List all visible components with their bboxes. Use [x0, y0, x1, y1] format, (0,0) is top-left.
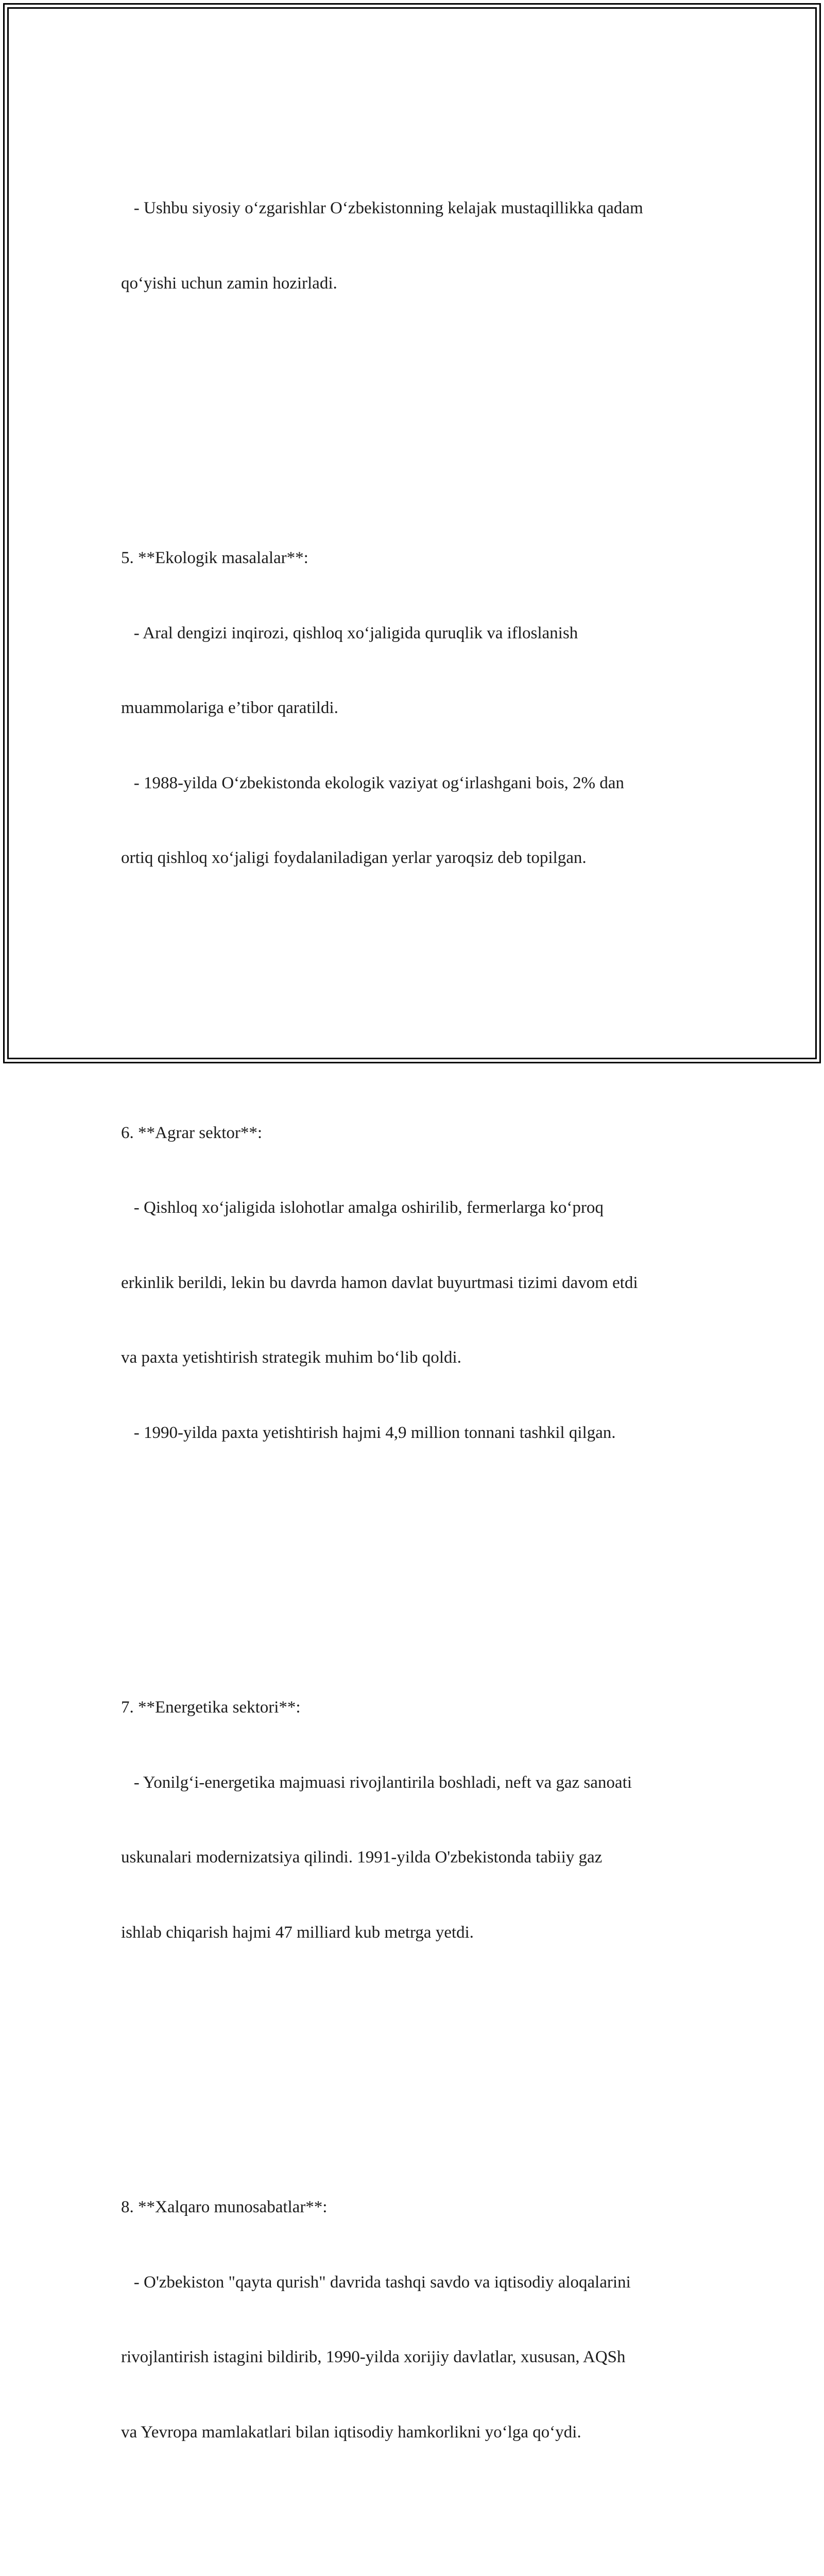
text-line: rivojlantirish istagini bildirib, 1990-yilda xorijiy davlatlar, xususan, AQSh	[121, 2348, 626, 2366]
text-line: - Yonilg‘i-energetika majmuasi rivojlantirila boshladi, neft va gaz sanoati	[121, 1773, 632, 1792]
text-line: - 1990-yilda paxta yetishtirish hajmi 4,9 million tonnani tashkil qilgan.	[121, 1423, 616, 1442]
paragraph-spacer	[121, 396, 713, 421]
text-line: - Ushbu siyosiy o‘zgarishlar O‘zbekistonning kelajak mustaqillikka qadam	[121, 199, 643, 217]
text-line: muammolariga e’tibor qaratildi.	[121, 699, 338, 717]
text-line: va paxta yetishtirish strategik muhim bo‘lib qoldi.	[121, 1348, 461, 1367]
section-heading: 5. **Ekologik masalalar**:	[121, 549, 308, 567]
document-body	[121, 96, 713, 2576]
section-heading: 6. **Agrar sektor**:	[121, 1123, 263, 1142]
section-energy-sector	[121, 1645, 713, 1995]
section-ecological-issues	[121, 496, 713, 921]
text-line: - 1988-yilda O‘zbekistonda ekologik vaziyat og‘irlashgani bois, 2% dan	[121, 773, 624, 792]
text-line: - Aral dengizi inqirozi, qishloq xo‘jaligida quruqlik va ifloslanish	[121, 623, 578, 642]
text-line: ortiq qishloq xo‘jaligi foydalaniladigan yerlar yaroqsiz deb topilgan.	[121, 849, 587, 867]
text-line: uskunalari modernizatsiya qilindi. 1991-yilda O'zbekistonda tabiiy gaz	[121, 1848, 603, 1867]
paragraph-spacer	[121, 971, 713, 996]
paragraph-spacer	[121, 2045, 713, 2070]
paragraph-spacer	[121, 1545, 713, 1570]
text-line: - O'zbekiston "qayta qurish" davrida tashqi savdo va iqtisodiy aloqalarini	[121, 2273, 631, 2292]
text-line: - Qishloq xo‘jaligida islohotlar amalga oshirilib, fermerlarga ko‘proq	[121, 1198, 604, 1217]
text-line: ishlab chiqarish hajmi 47 milliard kub metrga yetdi.	[121, 1923, 474, 1942]
paragraph-spacer	[121, 2545, 713, 2570]
text-line: erkinlik berildi, lekin bu davrda hamon davlat buyurtmasi tizimi davom etdi	[121, 1273, 638, 1292]
paragraph-political-changes	[121, 146, 713, 346]
text-line: va Yevropa mamlakatlari bilan iqtisodiy hamkorlikni yo‘lga qo‘ydi.	[121, 2422, 581, 2442]
text-line: qo‘yishi uchun zamin hozirladi.	[121, 274, 337, 293]
section-heading: 8. **Xalqaro munosabatlar**:	[121, 2198, 328, 2216]
section-agrarian-sector	[121, 1071, 713, 1496]
section-international-relations	[121, 2145, 713, 2495]
section-heading: 7. **Energetika sektori**:	[121, 1698, 301, 1717]
